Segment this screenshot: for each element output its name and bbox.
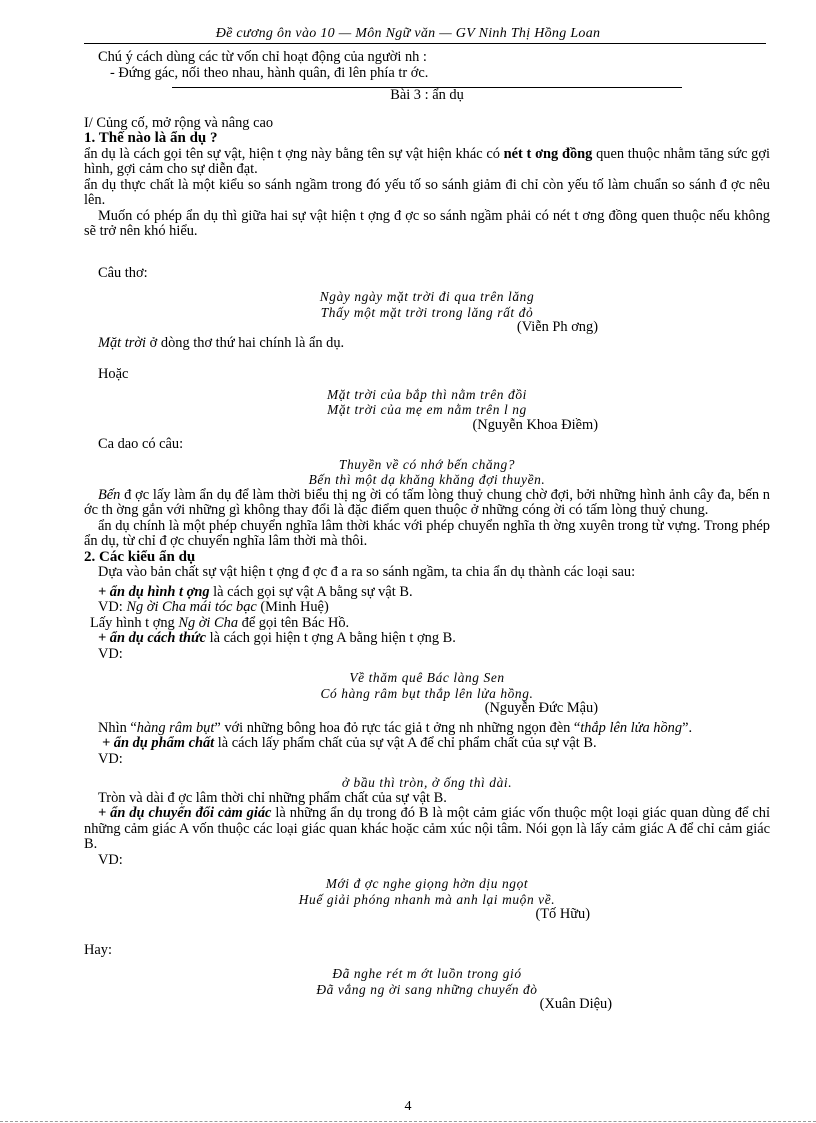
type1-explain-italic: Ng ời Cha [178,614,239,631]
type2-explain-c: ”. [682,719,693,736]
type4-verse-1: Mới đ ợc nghe giọng hờn dịu ngọt [325,876,529,891]
ex1-verse-1: Ngày ngày mặt trời đi qua trên lăng [319,289,535,304]
ex3-lead: Ca dao có câu: [98,436,184,452]
ex1-author: (Viễn Ph ơng) [516,319,598,335]
intro-line-2: - Đứng gác, nối theo nhau, hành quân, đi lên phía tr ớc. [110,64,429,81]
type1-vd-label: VD: [98,599,127,615]
q1-p1-text-c: quen thuộc nhằm tăng sức gợi hình, gợi cảm cho sự diễn đạt. [84,145,770,177]
type2-explain-italic-2: thắp lên lửa hồng [580,719,683,736]
ex3-verse-2: Bến thì một dạ khăng khăng đợi thuyền. [308,472,546,487]
q2-intro: Dựa vào bản chất sự vật hiện t ợng đ ợc đ a ra so sánh ngầm, ta chia ẩn dụ thành các loại sau: [98,564,636,580]
type4-author-2: (Xuân Diệu) [539,996,612,1012]
ex3-verse-1: Thuyền về có nhớ bến chăng? [338,456,516,472]
ex3-p1-text: đ ợc lấy làm ẩn dụ để làm thời biểu thị ng ời có tấm lòng thuỷ chung chờ đợi, bởi những hình ảnh cây đa, bến n ớc th ờng gắn với những gì không thay đổi là đặc điểm quen thuộc ở những cóng ời có tấm lòng thuỷ chung. [84,486,770,518]
ex1-note [84,336,770,352]
q1-heading: 1. Thế nào là ẩn dụ ? [84,130,218,146]
q1-paragraph-1 [84,147,770,178]
q1-p1-bold: nét t ơng đồng [503,145,593,162]
page-number: 4 [404,1099,412,1114]
ex3-p1-italic: Bến [98,486,121,503]
type1-explain [84,616,770,632]
type4-author: (Tố Hữu) [535,906,590,922]
ex2-verse-2: Mặt trời của mẹ em nằm trên l ng [327,402,527,417]
type3-explain: Tròn và dài đ ợc lâm thời chỉ những phẩm chất của sự vật B. [98,789,447,806]
ex1-note-italic: Mặt trời [98,334,147,351]
page-content [84,50,770,1013]
type4-verse-2: Huế giải phóng nhanh mà anh lại muộn về. [298,891,556,907]
type1-line [84,585,770,601]
type3-label: + ẩn dụ phẩm chất [102,735,215,751]
ex2-verse-1: Mặt trời của bắp thì nằm trên đồi [327,386,527,402]
type3-text: là cách lấy phẩm chất của sự vật A để chỉ phẩm chất của sự vật B. [214,735,597,751]
type2-text: là cách gọi hiện t ợng A bằng hiện t ợng B. [205,630,456,646]
type2-label: + ẩn dụ cách thức [98,630,206,646]
q2-heading: 2. Các kiểu ẩn dụ [84,548,196,565]
type2-verse-2: Có hàng râm bụt thắp lên lửa hồng. [320,685,534,701]
type2-explain-italic-1: hàng râm bụt [136,719,215,736]
type2-author: (Nguyễn Đức Mậu) [484,700,598,716]
type4-line [84,806,770,853]
header-rule [84,43,766,44]
type2-explain-b: ” với những bông hoa đỏ rực tác giả t ởng nh những ngọn đèn “ [214,719,581,736]
section-intro: I/ Củng cố, mở rộng và nâng cao [84,114,274,131]
type1-example [84,600,770,616]
ex1-note-text: ở dòng thơ thứ hai chính là ẩn dụ. [146,334,345,351]
type2-line [84,631,770,647]
type4-vd: VD: [98,851,123,868]
type4-verse-4: Đã vắng ng ời sang những chuyến đò [316,981,538,997]
ex2-author: (Nguyễn Khoa Điềm) [472,416,598,433]
lesson-title: Bài 3 : ẩn dụ [390,87,464,103]
q1-paragraph-2: ẩn dụ thực chất là một kiểu so sánh ngầm trong đó yếu tố so sánh giảm đi chỉ còn yếu tố làm chuẩn so sánh đ ợc nêu lên. [84,176,770,208]
intro-line-1: Chú ý cách dùng các từ vốn chỉ hoạt động của người nh : [98,49,427,65]
type2-verse-1: Về thăm quê Bác làng Sen [349,670,505,685]
ex1-lead: Câu thơ: [98,264,148,281]
ex3-paragraph-1 [84,488,770,519]
ex3-paragraph-2: ẩn dụ chính là một phép chuyển nghĩa lâm thời khác với phép chuyển nghĩa th ờng xuyên trong từ vựng. Trong phép ẩn dụ, từ chỉ đ ợc chuyển nghĩa lâm thời mà thôi. [84,517,770,549]
type1-explain-a: Lấy hình t ợng [90,614,179,631]
type3-vd: VD: [98,750,123,767]
footer-rule [0,1121,816,1122]
type3-verse: ở bầu thì tròn, ở ống thì dài. [341,775,513,790]
type4-text: là những ẩn dụ trong đó B là một cảm giác vốn thuộc một loại giác quan dùng để chỉ những cảm giác A vốn thuộc các loại giác quan khác hoặc cảm xúc nội tâm. Nói gọn là lấy cảm giác A để chỉ cảm giác B. [84,805,770,852]
type4-label: + ẩn dụ chuyển đổi cảm giác [98,805,272,821]
type4-verse-3: Đã nghe rét m ớt luồn trong gió [332,966,522,981]
type2-explain [84,721,770,737]
type2-vd: VD: [98,645,123,662]
type4-hay: Hay: [84,941,112,958]
type1-vd-source: (Minh Huệ) [256,599,329,615]
ex1-verse-2: Thấy một mặt trời trong lăng rất đỏ [320,304,534,320]
q1-p1-text-a: ẩn dụ là cách gọi tên sự vật, hiện t ợng này bằng tên sự vật hiện khác có [84,145,504,162]
type1-explain-b: để gọi tên Bác Hồ. [238,614,350,631]
type1-label: + ẩn dụ hình t ợng [98,583,210,600]
type1-vd-italic: Ng ời Cha mái tóc bạc [126,599,257,615]
page-header: Đề cương ôn vào 10 — Môn Ngữ văn — GV Ninh Thị Hồng Loan [215,26,601,41]
ex2-lead: Hoặc [98,366,129,382]
type2-explain-a: Nhìn “ [98,719,137,736]
q1-paragraph-3: Muốn có phép ẩn dụ thì giữa hai sự vật hiện t ợng đ ợc so sánh ngầm phải có nét t ơng đồng quen thuộc nếu không sẽ trở nên khó hiểu. [84,207,770,239]
type3-line [84,736,770,752]
type1-text: là cách gọi sự vật A bằng sự vật B. [209,583,413,600]
